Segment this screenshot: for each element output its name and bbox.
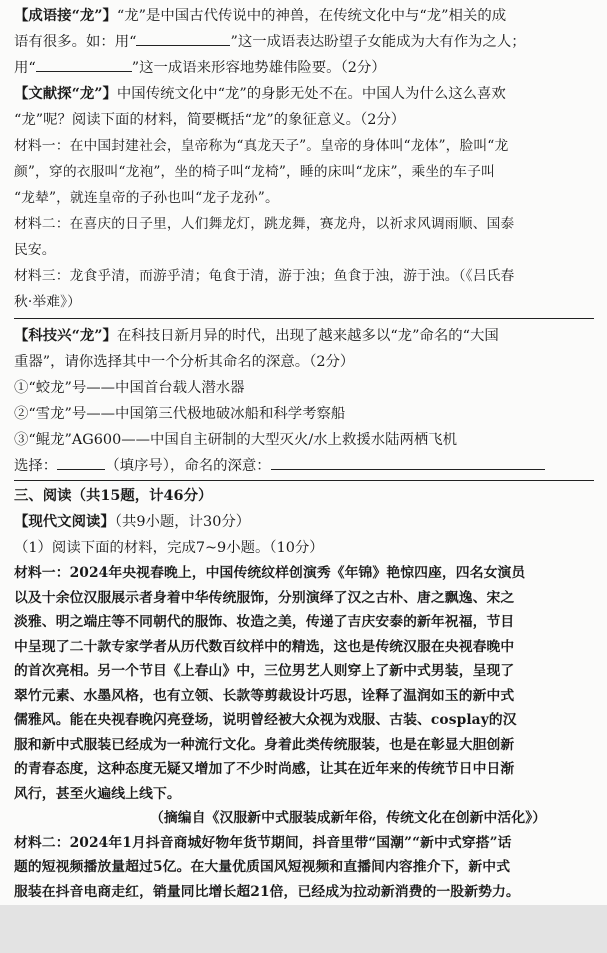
culture-material-1: 材料一：在中国封建社会，皇帝称为“真龙天子”。皇帝的身体叫“龙体”，脸叫“龙 [14, 138, 509, 154]
tech-option-1: ①“蛟龙”号——中国首台载人潜水器 [14, 380, 245, 396]
idiom-header: 【成语接“龙”】 [14, 7, 117, 24]
culture-question-line-2: “龙”呢？阅读下面的材料，简要概括“龙”的象征意义。（2分） [14, 112, 406, 128]
culture-question-line-1: 【文献探“龙”】中国传统文化中“龙”的身影无处不在。中国人为什么这么喜欢 [14, 85, 506, 102]
culture-material-3-cont: 秋·举难》） [14, 294, 82, 310]
reading-material-2-line: 题的短视频播放量超过5亿。在大量优质国风短视频和直播间内容推介下，新中式 [14, 859, 511, 875]
answer-line[interactable] [14, 318, 594, 319]
reading-material-1-line: 以及十余位汉服展示者身着中华传统服饰，分别演绎了汉之古朴、唐之飘逸、宋之 [14, 589, 515, 606]
tech-option-2: ②“雪龙”号——中国第三代极地破冰船和科学考察船 [14, 406, 346, 422]
culture-header: 【文献探“龙”】 [14, 85, 117, 102]
culture-material-2: 材料二：在喜庆的日子里，人们舞龙灯，跳龙舞，赛龙舟，以祈求风调雨顺、国泰 [14, 216, 515, 232]
reading-material-1-source: （摘编自《汉服新中式服装成新年俗，传统文化在创新中活化》） [150, 810, 547, 826]
tech-header: 【科技兴“龙”】 [14, 327, 117, 344]
reading-material-1-line: 淡雅、明之端庄等不同朝代的服饰、妆造之美，传递了吉庆安泰的新年祝福，节目 [14, 614, 515, 630]
culture-material-2-cont: 民安。 [14, 242, 56, 258]
idiom-question-line-2: 语有很多。如：用“ ”这一成语表达盼望子女能成为大有作为之人； [14, 29, 597, 55]
idiom-question-line-1: 【成语接“龙”】“龙”是中国古代传说中的神兽，在传统文化中与“龙”相关的成 [14, 7, 507, 24]
idiom-question-line-3: 用“ ”这一成语来形容地势雄伟险要。（2分） [14, 55, 597, 81]
reading-material-1-line: 儒雅风。能在央视春晚闪亮登场，说明曾经被大众视为戏服、古装、cosplay的汉 [14, 712, 517, 728]
tech-answer-line: 选择： （填序号），命名的深意： [14, 453, 597, 479]
reading-material-2-line: 材料二：2024年1月抖音商城好物年货节期间，抖音里带“国潮”“新中式穿搭”话 [14, 834, 512, 851]
culture-material-1-cont: “龙辇”，就连皇帝的子孙也叫“龙子龙孙”。 [14, 190, 279, 206]
reading-material-1-line: 的首次亮相。另一个节目《上春山》中，三位男艺人则穿上了新中式男装，呈现了 [14, 663, 515, 679]
reading-material-1-line: 风行，甚至火遍线上线下。 [14, 785, 181, 802]
tech-question-line-2: 重器”，请你选择其中一个分析其命名的深意。（2分） [14, 354, 355, 370]
reading-material-1-line: 的青春态度，这种态度无疑又增加了不少时尚感，让其在近年来的传统节日中日渐 [14, 761, 515, 777]
culture-material-3: 材料三：龙食乎清，而游乎清；龟食于清，游于浊；鱼食于浊，游于浊。（《吕氏春 [14, 268, 515, 284]
choice-blank[interactable] [57, 454, 105, 470]
tech-option-3: ③“鲲龙”AG600——中国自主研制的大型灭火/水上救援水陆两栖飞机 [14, 432, 458, 448]
culture-material-1-cont: 颜”，穿的衣服叫“龙袍”，坐的椅子叫“龙椅”，睡的床叫“龙床”，乘坐的车子叫 [14, 164, 495, 180]
answer-line[interactable] [14, 480, 594, 481]
meaning-blank[interactable] [271, 454, 545, 470]
idiom-answer-blank-2[interactable] [36, 56, 132, 72]
idiom-answer-blank-1[interactable] [136, 30, 230, 46]
reading-material-1-line: 翠竹元素、水墨风格，也有立领、长款等剪裁设计巧思，诠释了温润如玉的新中式 [14, 687, 515, 704]
reading-task: （1）阅读下面的材料，完成7~9小题。（10分） [14, 540, 324, 556]
reading-material-1-line: 中呈现了二十款专家学者从历代数百纹样中的精选，这也是传统汉服在央视春晚中 [14, 638, 515, 655]
tech-question-line-1: 【科技兴“龙”】在科技日新月异的时代，出现了越来越多以“龙”命名的“大国 [14, 327, 499, 344]
reading-material-1-line: 服和新中式服装已经成为一种流行文化。身着此类传统服装，也是在彰显大胆创新 [14, 736, 515, 753]
modern-reading-heading: 【现代文阅读】（共9小题，计30分） [14, 513, 251, 530]
section-title: 三、阅读（共15题，计46分） [14, 487, 213, 504]
reading-material-2-line: 服装在抖音电商走红，销量同比增长超21倍，已经成为拉动新消费的一股新势力。 [14, 883, 520, 900]
page-gap [0, 905, 607, 952]
reading-material-1-line: 材料一：2024年央视春晚上，中国传统纹样创演秀《年锦》艳惊四座，四名女演员 [14, 565, 526, 581]
